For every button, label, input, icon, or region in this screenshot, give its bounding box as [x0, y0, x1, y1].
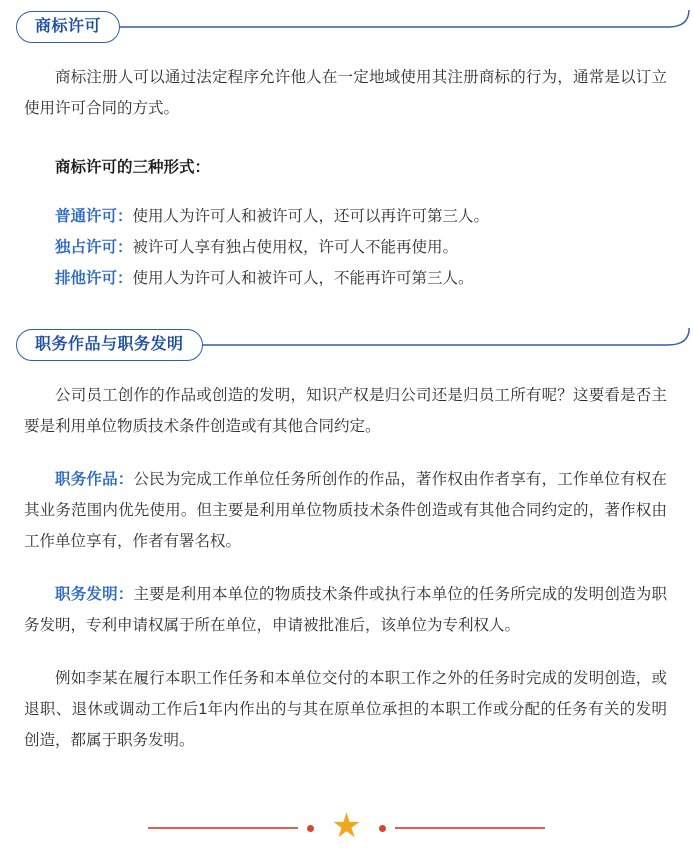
definition-text: 被许可人享有独占使用权，许可人不能再使用。 [132, 239, 459, 256]
spacer [0, 557, 693, 579]
block-term: 职务作品： [55, 471, 134, 488]
spacer [0, 294, 693, 328]
trademark-forms-subheading: 商标许可的三种形式： [55, 159, 211, 176]
ornament-line-right [395, 827, 545, 829]
section-title-pill: 商标许可 [16, 11, 120, 44]
service-works-intro-paragraph: 公司员工创作的作品或创造的发明，知识产权是归公司还是归员工所有呢？这要看是否主要是利用单位物质技术条件创造或有其他合同约定。 [24, 387, 667, 435]
definition-term: 独占许可： [55, 239, 133, 256]
spacer [0, 442, 693, 464]
section-heading-trademark-license [0, 10, 693, 44]
service-invention-example-paragraph: 例如李某在履行本职工作任务和本单位交付的本职工作之外的任务时完成的发明创造，或退职、退休或调动工作后1年内作出的与其在原单位承担的本职工作或分配的任务有关的发明创造，都属于职务发明。 [24, 670, 667, 749]
heading-arc-line [201, 328, 693, 362]
definition-text: 使用人为许可人和被许可人，不能再许可第三人。 [132, 270, 474, 287]
definition-text: 使用人为许可人和被许可人，还可以再许可第三人。 [132, 208, 490, 225]
spacer [0, 183, 693, 201]
definition-term: 普通许可： [55, 208, 133, 225]
definition-general-license [24, 201, 667, 232]
footer-ornament [0, 806, 693, 850]
ornament-dot-left [307, 825, 314, 832]
definition-term: 排他许可： [55, 270, 133, 287]
definition-exclusive-license [24, 232, 667, 263]
ornament-dot-right [379, 825, 386, 832]
block-text: 主要是利用本单位的物质技术条件或执行本单位的任务所完成的发明创造为职务发明，专利申请权属于所在单位，申请被批准后，该单位为专利权人。 [24, 586, 667, 634]
ornament-line-left [148, 827, 298, 829]
top-spacer [0, 0, 693, 10]
block-text: 公民为完成工作单位任务所创作的作品，著作权由作者享有，工作单位有权在其业务范围内优先使用。但主要是利用单位物质技术条件创造或有其他合同约定的，著作权由工作单位享有，作者有署名权。 [24, 471, 667, 550]
heading-arc-line [118, 10, 693, 44]
block-service-work [24, 464, 667, 557]
trademark-intro-paragraph: 商标注册人可以通过法定程序允许他人在一定地域使用其注册商标的行为，通常是以订立使用许可合同的方式。 [24, 69, 667, 117]
section-heading-service-works-inventions [0, 328, 693, 362]
spacer [0, 124, 693, 152]
block-term: 职务发明： [55, 586, 134, 603]
spacer [0, 44, 693, 62]
definition-sole-license [24, 263, 667, 294]
section-title-pill: 职务作品与职务发明 [16, 329, 203, 362]
spacer [0, 641, 693, 663]
spacer [0, 362, 693, 380]
block-service-invention [24, 579, 667, 641]
star-icon: ★ [331, 807, 362, 845]
